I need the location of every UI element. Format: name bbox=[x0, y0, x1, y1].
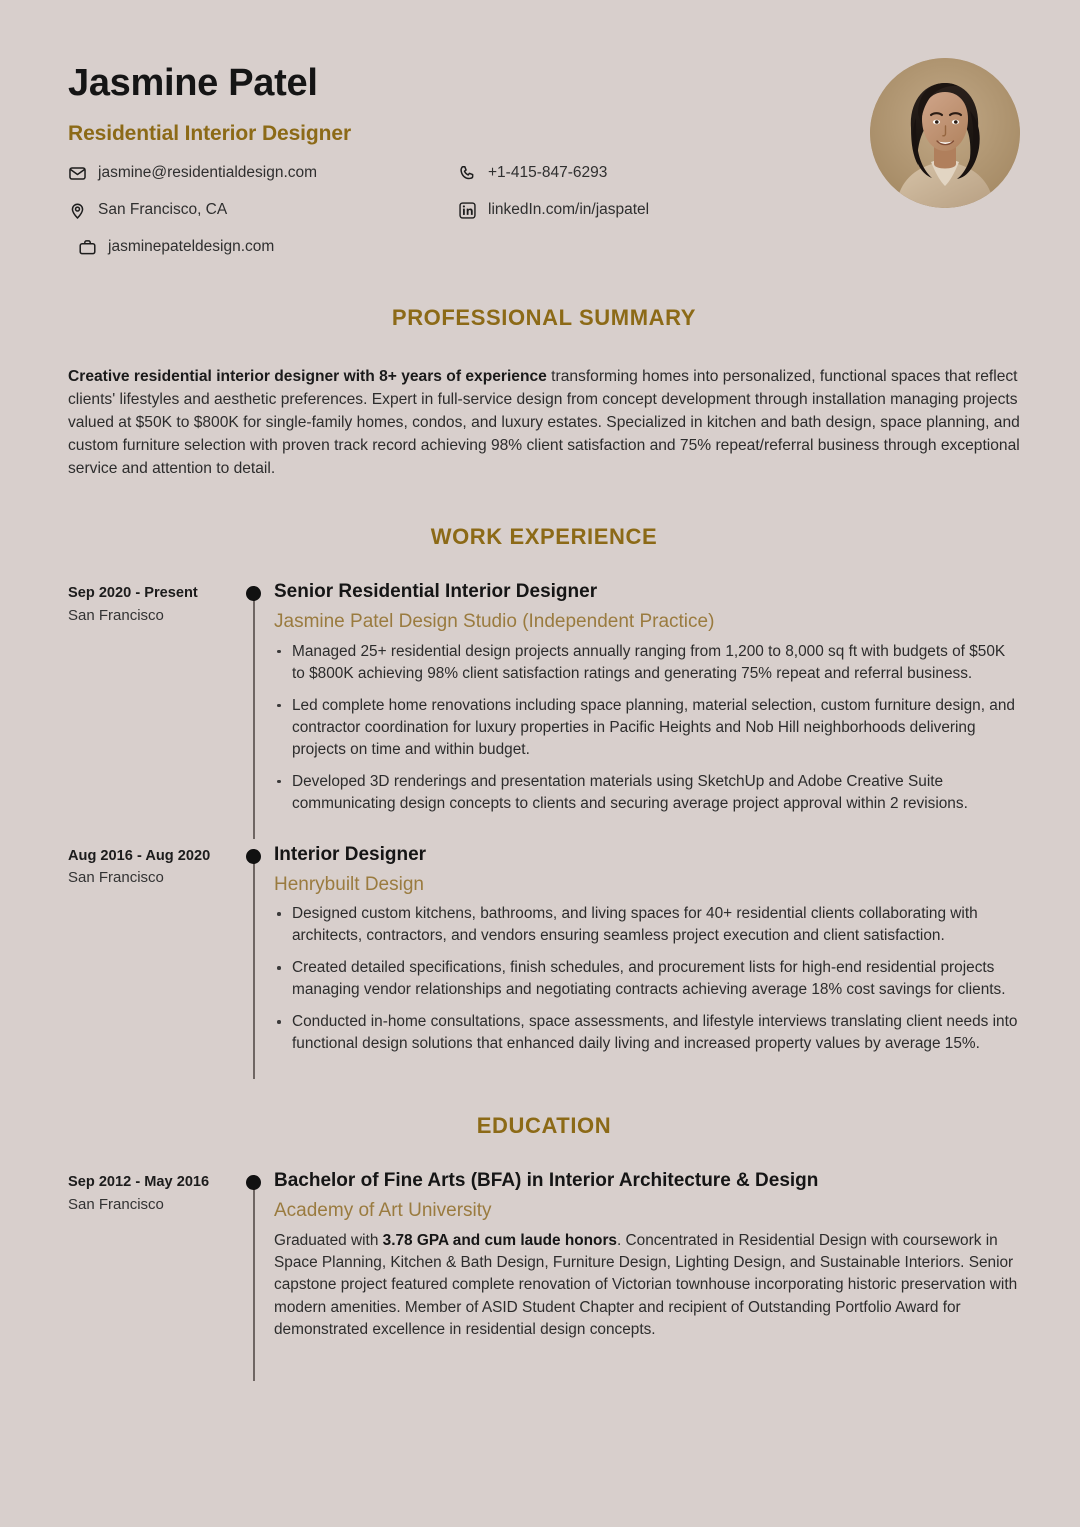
list-item: Designed custom kitchens, bathrooms, and living spaces for 40+ residential clients collaborating with architects, contractors, and vendors ensuring seamless project execution and client satisfaction. bbox=[274, 903, 1020, 947]
entry-date-range: Sep 2012 - May 2016 bbox=[68, 1174, 210, 1191]
candidate-job-title: Residential Interior Designer bbox=[68, 121, 352, 145]
entry-organization: Henrybuilt Design bbox=[274, 873, 424, 895]
entry-role-title: Interior Designer bbox=[274, 843, 427, 865]
contact-website[interactable] bbox=[68, 238, 846, 257]
entry-date-range: Sep 2020 - Present bbox=[68, 585, 198, 602]
entry-bullet-list bbox=[274, 903, 1020, 1055]
professional-summary-text bbox=[68, 365, 1020, 480]
entry-body bbox=[274, 839, 1020, 1080]
contact-phone-label: +1-415-847-6293 bbox=[488, 164, 608, 182]
list-item: Led complete home renovations including space planning, material selection, custom furniture design, and contractor coordination for luxury properties in Pacific Heights and Nob Hill neighborhoods delivering projects on time and within budget. bbox=[274, 695, 1020, 761]
list-item: Managed 25+ residential design projects annually ranging from 1,200 to 8,000 sq ft with budgets of $50K to $800K achieving 98% client satisfaction ratings and generating 75% repeat and referral business. bbox=[274, 641, 1020, 685]
timeline-rail bbox=[236, 576, 274, 839]
edu-desc-lead: Graduated with bbox=[274, 1231, 383, 1249]
list-item: Developed 3D renderings and presentation materials using SketchUp and Adobe Creative Suite communicating design concepts to clients and securing average project approval within 2 revisions. bbox=[274, 771, 1020, 815]
timeline-dot-icon bbox=[246, 586, 261, 601]
entry-role-title: Senior Residential Interior Designer bbox=[274, 581, 598, 603]
entry-location: San Francisco bbox=[68, 606, 164, 624]
contact-email[interactable] bbox=[68, 164, 458, 183]
education-list bbox=[68, 1165, 1020, 1380]
entry-degree-title: Bachelor of Fine Arts (BFA) in Interior Architecture & Design bbox=[274, 1170, 819, 1192]
avatar bbox=[870, 58, 1020, 208]
headshot-photo bbox=[870, 58, 1020, 208]
entry-bullet-list bbox=[274, 641, 1020, 815]
work-experience-list bbox=[68, 576, 1020, 1079]
contact-linkedin-label: linkedIn.com/in/jaspatel bbox=[488, 201, 650, 219]
entry-date-block bbox=[68, 1165, 236, 1214]
contact-details bbox=[68, 164, 846, 257]
contact-email-label: jasmine@residentialdesign.com bbox=[98, 164, 318, 182]
contact-linkedin[interactable] bbox=[458, 201, 846, 220]
work-entry bbox=[68, 576, 1020, 839]
candidate-name: Jasmine Patel bbox=[68, 62, 318, 104]
edu-desc-bold: 3.78 GPA and cum laude honors bbox=[382, 1231, 617, 1249]
entry-location: San Francisco bbox=[68, 1195, 164, 1213]
entry-school: Academy of Art University bbox=[274, 1200, 492, 1222]
education-description bbox=[274, 1230, 1020, 1342]
edu-desc-rest: . Concentrated in Residential Design with coursework in Space Planning, Kitchen & Bath Design, Furniture Design, Lighting Design, and Sustainable Interiors. Senior capstone project featured complete renovation of Victorian townhouse incorporating historic preservation with modern amenities. Member of ASID Student Chapter and recipient of Outstanding Portfolio Award for demonstrated excellence in residential design concepts. bbox=[274, 1231, 1018, 1339]
entry-body bbox=[274, 576, 1020, 839]
section-title-education: EDUCATION bbox=[476, 1113, 612, 1139]
section-title-professional-summary: PROFESSIONAL SUMMARY bbox=[391, 304, 697, 330]
timeline-dot-icon bbox=[246, 849, 261, 864]
education-entry bbox=[68, 1165, 1020, 1380]
timeline-rail bbox=[236, 1165, 274, 1380]
timeline-line bbox=[253, 1175, 255, 1380]
timeline-line bbox=[253, 586, 255, 839]
entry-date-range: Aug 2016 - Aug 2020 bbox=[68, 847, 211, 864]
contact-location-label: San Francisco, CA bbox=[98, 201, 228, 219]
contact-phone[interactable] bbox=[458, 164, 846, 183]
list-item: Created detailed specifications, finish schedules, and procurement lists for high-end residential projects managing vendor relationships and negotiating contracts achieving average 18% cost savings for clients. bbox=[274, 957, 1020, 1001]
header-text-block bbox=[68, 56, 846, 257]
envelope-icon bbox=[68, 164, 87, 183]
section-title-work-experience: WORK EXPERIENCE bbox=[430, 524, 658, 550]
entry-organization: Jasmine Patel Design Studio (Independent Practice) bbox=[274, 611, 715, 633]
summary-rest: transforming homes into personalized, functional spaces that reflect clients' lifestyles and aesthetic preferences. Expert in full-service design from concept development through installation managing projects valued at $50K to $800K for single-family homes, condos, and luxury estates. Specialized in kitchen and bath design, space planning, and custom furniture selection with proven track record achieving 98% client satisfaction and 75% repeat/referral business through exceptional service and attention to detail. bbox=[68, 367, 1020, 478]
phone-icon bbox=[458, 164, 477, 183]
entry-date-block bbox=[68, 576, 236, 625]
summary-lead: Creative residential interior designer with 8+ years of experience bbox=[68, 367, 547, 385]
timeline-line bbox=[253, 849, 255, 1080]
entry-body bbox=[274, 1165, 1020, 1380]
resume-header bbox=[68, 56, 1020, 257]
location-pin-icon bbox=[68, 201, 87, 220]
entry-location: San Francisco bbox=[68, 869, 164, 887]
contact-location bbox=[68, 201, 458, 220]
contact-website-label: jasminepateldesign.com bbox=[108, 238, 275, 256]
briefcase-icon bbox=[78, 238, 97, 257]
linkedin-icon bbox=[458, 201, 477, 220]
work-entry bbox=[68, 839, 1020, 1080]
timeline-rail bbox=[236, 839, 274, 1080]
timeline-dot-icon bbox=[246, 1175, 261, 1190]
entry-date-block bbox=[68, 839, 236, 888]
list-item: Conducted in-home consultations, space assessments, and lifestyle interviews translating client needs into functional design solutions that enhanced daily living and increased property values by average 15%. bbox=[274, 1011, 1020, 1055]
